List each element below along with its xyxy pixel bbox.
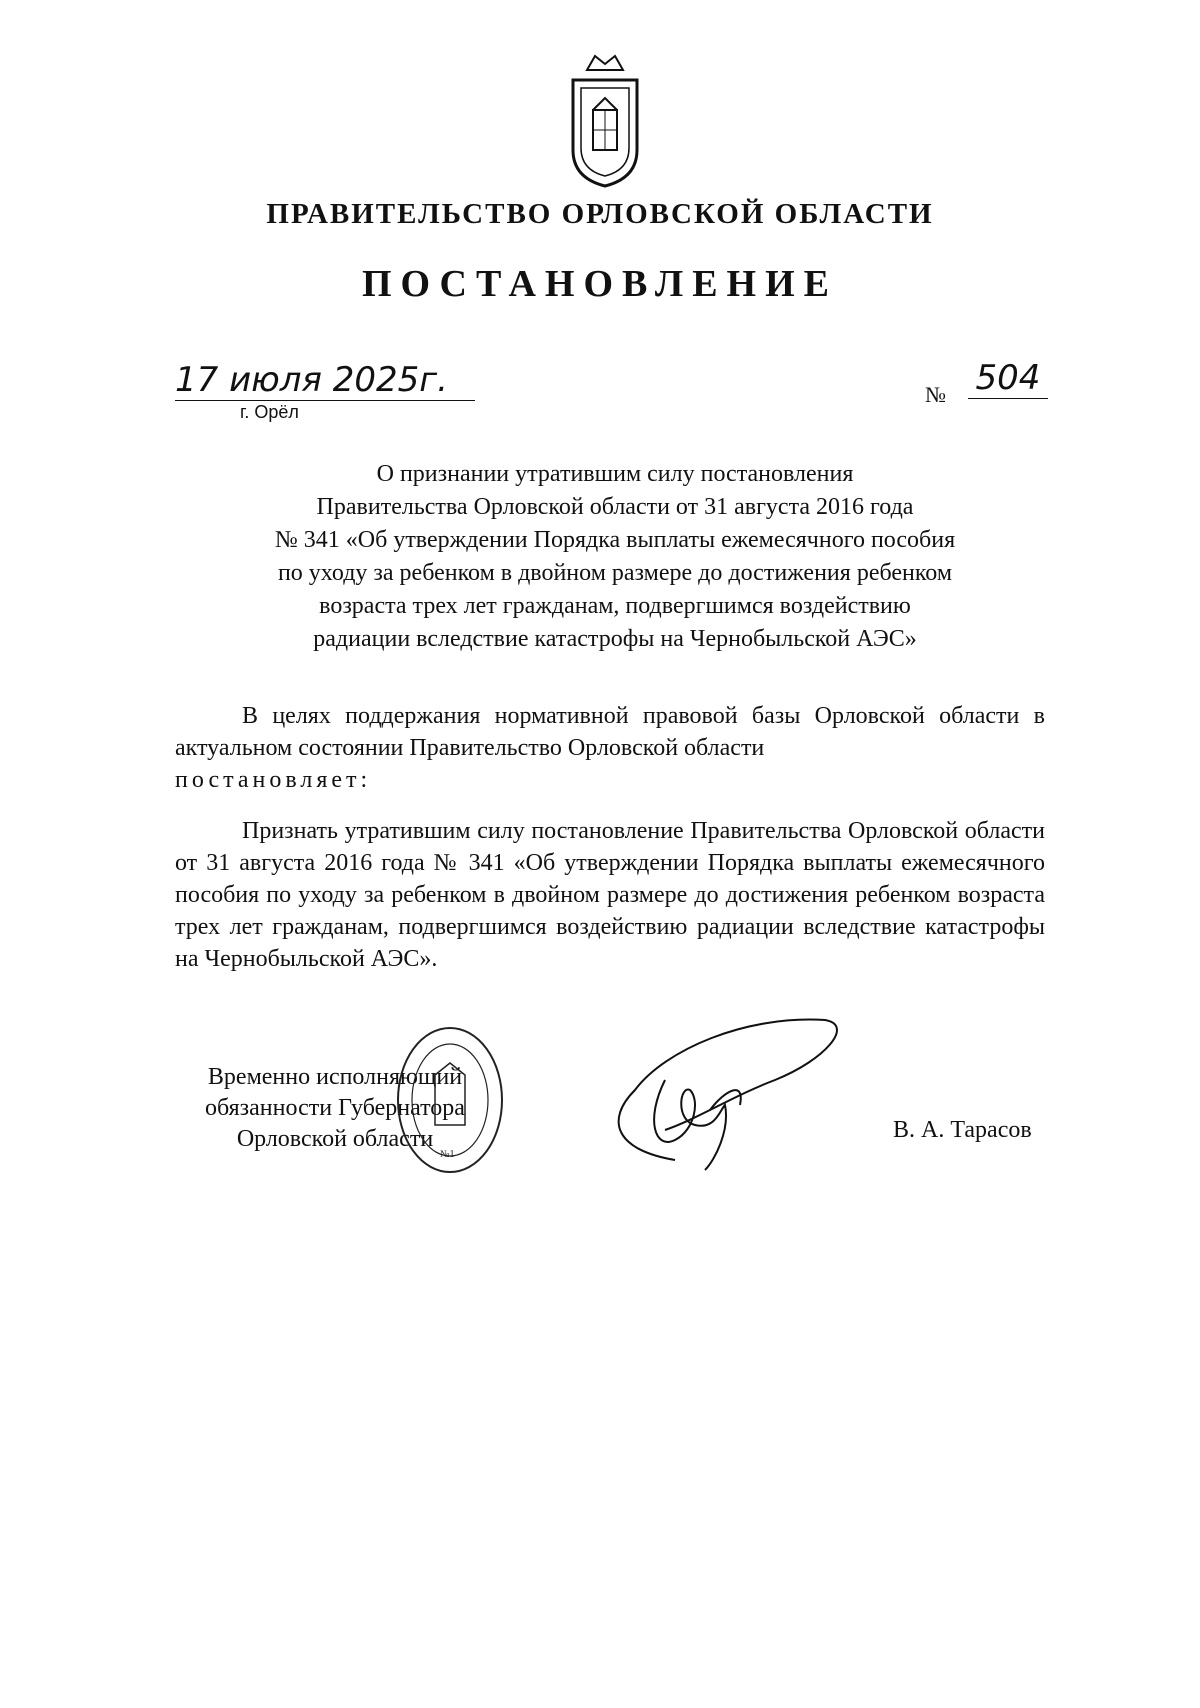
government-title: ПРАВИТЕЛЬСТВО ОРЛОВСКОЙ ОБЛАСТИ [266, 198, 934, 230]
heading-line: О признании утратившим силу постановления [376, 461, 854, 487]
number-label: № [925, 382, 946, 407]
heading-line: радиации вследствие катастрофы на Чернобыльской АЭС» [313, 626, 917, 652]
document-heading [175, 458, 1055, 656]
coat-of-arms-emblem [565, 50, 645, 190]
svg-text:№1: №1 [440, 1149, 455, 1160]
preamble-paragraph [175, 700, 1045, 796]
document-type: ПОСТАНОВЛЕНИЕ [361, 263, 839, 305]
document-date: 17 июля 2025г. [175, 360, 475, 401]
resolves-word: постановляет: [175, 767, 372, 793]
document-city: г. Орёл [240, 402, 299, 422]
heading-line: № 341 «Об утверждении Порядка выплаты ежемесячного пособия [274, 527, 956, 553]
position-line: Временно исполняющий [207, 1064, 463, 1090]
preamble-text: В целях поддержания нормативной правовой базы Орловской области в актуальном состоянии Правительство Орловской области [175, 703, 1045, 761]
position-line: обязанности Губернатора [205, 1095, 465, 1121]
signatory-name: В. А. Тарасов [893, 1117, 1032, 1143]
resolution-paragraph: Признать утратившим силу постановление Правительства Орловской области от 31 августа 2016 года № 341 «Об утверждении Порядка выплаты ежемесячного пособия по уходу за ребенком в двойном размере до достижения ребенком возраста трех лет гражданам, подвергшимся воздействию радиации вследствие катастрофы на Чернобыльской АЭС». [175, 818, 1045, 972]
official-stamp [395, 1025, 505, 1175]
signature-handwritten [605, 1010, 845, 1180]
document-number: 504 [968, 358, 1048, 399]
position-line: Орловской области [236, 1126, 434, 1152]
heading-line: по уходу за ребенком в двойном размере до достижения ребенком [277, 560, 953, 586]
heading-line: Правительства Орловской области от 31 августа 2016 года [316, 494, 914, 520]
heading-line: возраста трех лет гражданам, подвергшимся воздействию [319, 593, 911, 619]
